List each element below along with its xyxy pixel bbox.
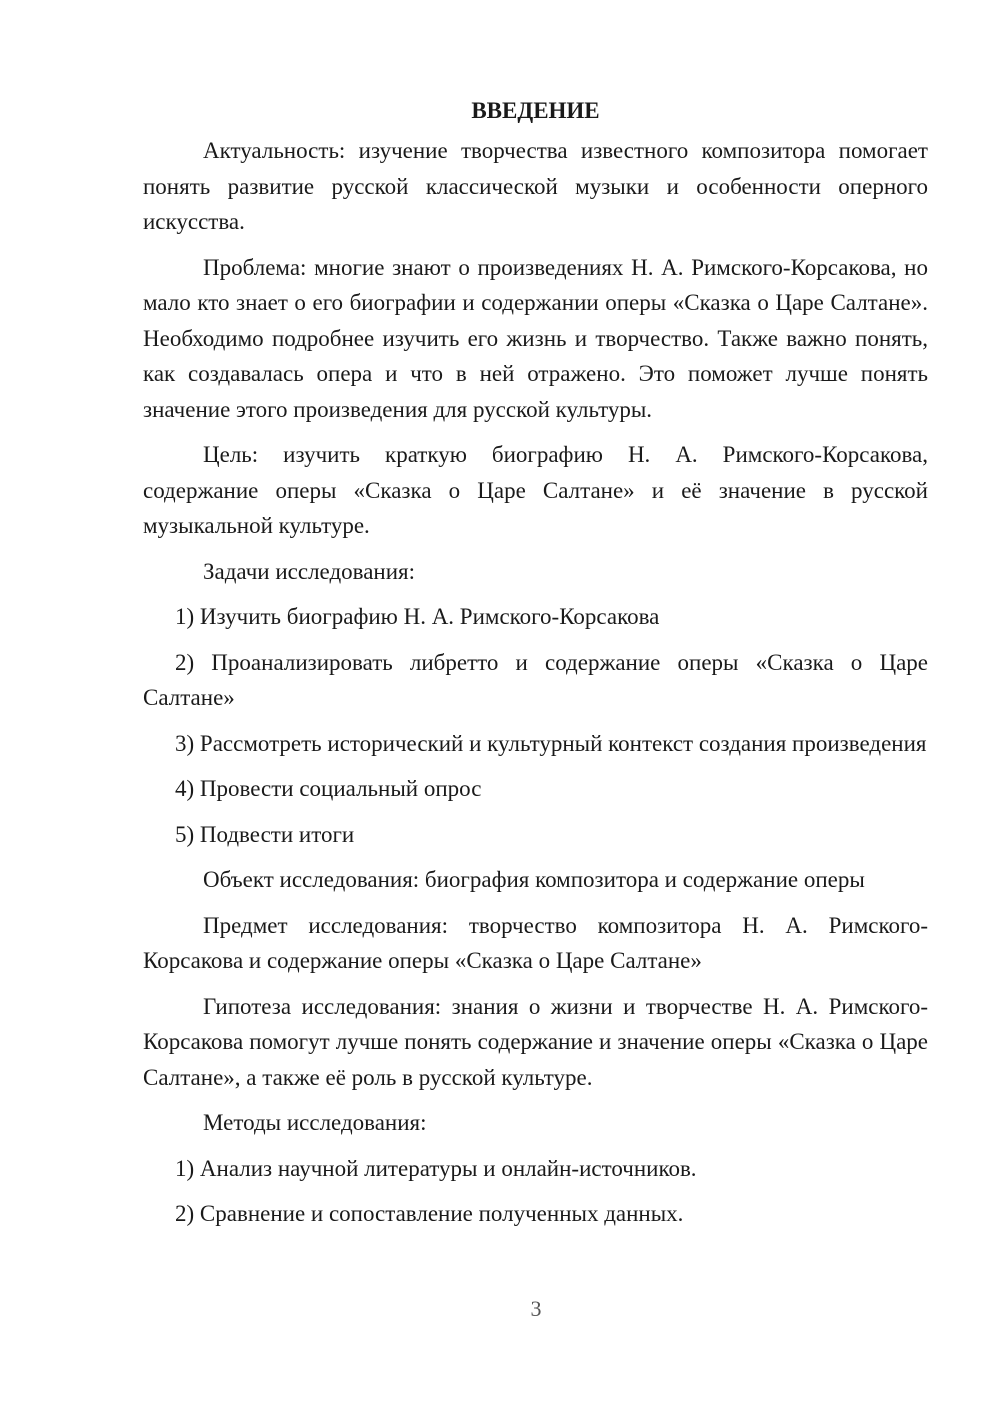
document-page	[143, 93, 928, 1242]
page-title: ВВЕДЕНИЕ	[471, 98, 600, 123]
paragraph-relevance: Актуальность: изучение творчества известного композитора помогает понять развитие русской классической музыки и особенности оперного искусства.	[143, 138, 928, 234]
paragraph-subject: Предмет исследования: творчество композитора Н. А. Римского-Корсакова и содержание оперы «Сказка о Царе Салтане»	[143, 912, 928, 973]
method-list-item: 2) Сравнение и сопоставление полученных данных.	[175, 1201, 684, 1226]
page-number: 3	[530, 1296, 542, 1321]
task-list-item: 5) Подвести итоги	[175, 821, 355, 847]
paragraph-tasks-heading: Задачи исследования:	[203, 558, 416, 584]
paragraph-object: Объект исследования: биография композитора и содержание оперы	[203, 867, 865, 892]
paragraph-goal: Цель: изучить краткую биографию Н. А. Римского-Корсакова, содержание оперы «Сказка о Царе Салтане» и её значение в русской музыкальной культуре.	[143, 442, 928, 538]
task-list-item: 2) Проанализировать либретто и содержание оперы «Сказка о Царе Салтане»	[143, 649, 928, 710]
paragraph-methods-heading: Методы исследования:	[203, 1110, 427, 1135]
task-list-item: 1) Изучить биографию Н. А. Римского-Корсакова	[175, 604, 660, 629]
task-list-item: 4) Провести социальный опрос	[175, 776, 482, 801]
method-list-item: 1) Анализ научной литературы и онлайн-источников.	[175, 1155, 697, 1181]
task-list-item: 3) Рассмотреть исторический и культурный контекст создания произведения	[175, 730, 927, 756]
paragraph-problem: Проблема: многие знают о произведениях Н. А. Римского-Корсакова, но мало кто знает о его биографии и содержании оперы «Сказка о Царе Салтане». Необходимо подробнее изучить его жизнь и творчество. Также важно понять, как создавалась опера и что в ней отражено. Это поможет лучше понять значение этого произведения для русской культуры.	[143, 254, 928, 422]
paragraph-hypothesis: Гипотеза исследования: знания о жизни и творчестве Н. А. Римского-Корсакова помогут лучше понять содержание и значение оперы «Сказка о Царе Салтане», а также её роль в русской культуре.	[143, 993, 928, 1090]
